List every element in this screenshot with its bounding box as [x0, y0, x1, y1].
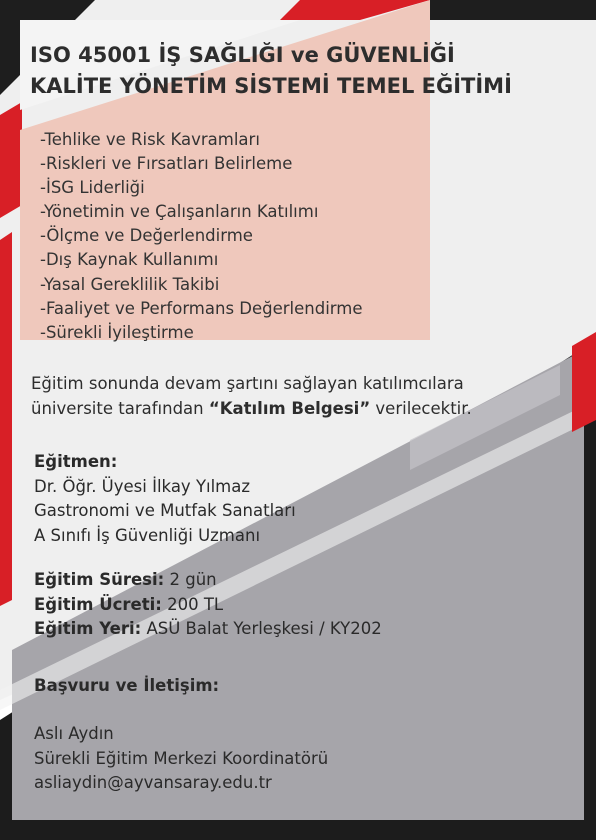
topic-list: [40, 128, 363, 345]
duration-value: 2 gün: [164, 570, 217, 589]
topic-item: -Tehlike ve Risk Kavramları: [40, 130, 260, 149]
fee-value: 200 TL: [161, 594, 224, 614]
topic-item: -Yönetimin ve Çalışanların Katılımı: [40, 202, 319, 222]
topic-item: -Dış Kaynak Kullanımı: [40, 250, 219, 270]
page-title: [30, 40, 570, 102]
duration-label: Eğitim Süresi:: [34, 570, 165, 589]
fee-row: [34, 593, 382, 618]
contact-name: Aslı Aydın: [34, 724, 114, 743]
instructor-department: Gastronomi ve Mutfak Sanatları: [34, 501, 296, 520]
location-row: [34, 617, 382, 642]
contact-email[interactable]: asliaydin@ayvansaray.edu.tr: [34, 773, 272, 792]
contact-block: [34, 722, 328, 796]
topic-item: -Ölçme ve Değerlendirme: [40, 226, 253, 246]
certificate-note-prefix: üniversite tarafından: [31, 398, 209, 418]
topic-item: -İSG Liderliği: [40, 178, 145, 198]
title-line-1: ISO 45001 İŞ SAĞLIĞI ve GÜVENLİĞİ: [30, 43, 455, 67]
certificate-name: “Katılım Belgesi”: [208, 398, 371, 418]
certificate-note-line-1: Eğitim sonunda devam şartını sağlayan katılımcılara: [31, 374, 464, 393]
contact-heading: Başvuru ve İletişim:: [34, 676, 220, 695]
location-value: ASÜ Balat Yerleşkesi / KY202: [141, 619, 382, 638]
location-label: Eğitim Yeri:: [34, 619, 142, 638]
contact-heading-block: [34, 674, 219, 699]
certificate-note: [31, 372, 571, 421]
instructor-title: A Sınıfı İş Güvenliği Uzmanı: [34, 525, 261, 545]
topic-item: -Riskleri ve Fırsatları Belirleme: [40, 154, 293, 174]
instructor-name: Dr. Öğr. Üyesi İlkay Yılmaz: [34, 476, 251, 496]
title-line-2: KALİTE YÖNETİM SİSTEMİ TEMEL EĞİTİMİ: [30, 74, 512, 98]
topic-item: -Faaliyet ve Performans Değerlendirme: [40, 298, 363, 318]
topic-item: -Sürekli İyileştirme: [40, 322, 194, 342]
fee-label: Eğitim Ücreti:: [34, 594, 162, 614]
training-details: [34, 568, 382, 642]
certificate-note-suffix: verilecektir.: [370, 398, 472, 418]
instructor-block: [34, 450, 296, 548]
topic-item: -Yasal Gereklilik Takibi: [40, 274, 220, 294]
certificate-note-line-2: [31, 397, 571, 422]
duration-row: [34, 568, 382, 593]
contact-role: Sürekli Eğitim Merkezi Koordinatörü: [34, 748, 329, 768]
instructor-label: Eğitmen:: [34, 452, 118, 471]
